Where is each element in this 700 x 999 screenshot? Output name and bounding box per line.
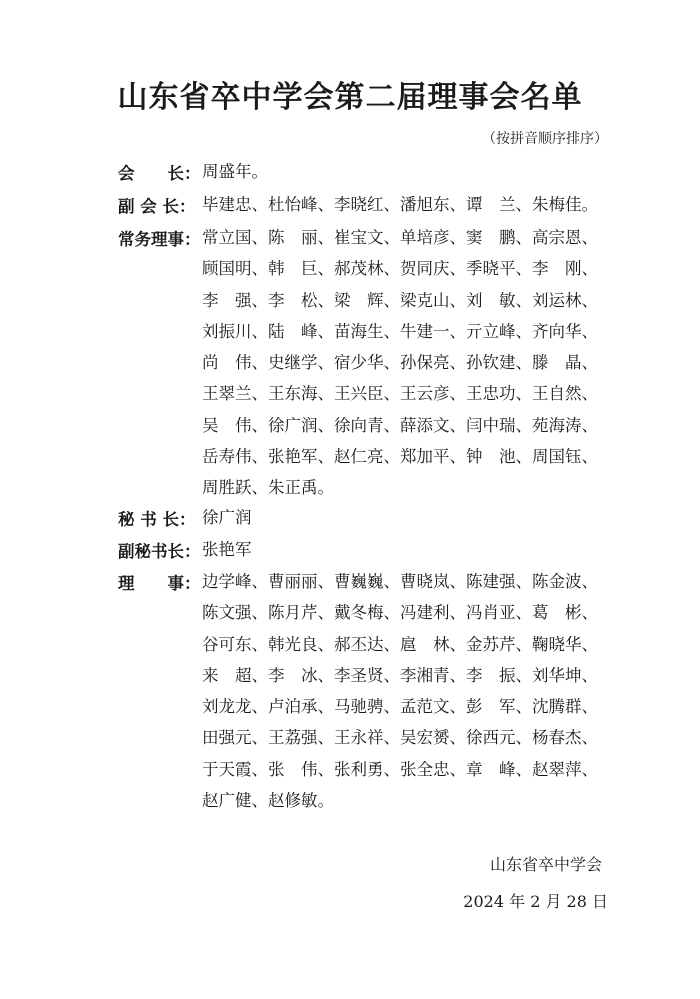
section-label: 理 事： bbox=[118, 574, 201, 593]
section-label: 秘 书 长： bbox=[118, 510, 196, 529]
name-list bbox=[202, 160, 612, 191]
name-list bbox=[202, 570, 612, 820]
name-line: 徐广润 bbox=[202, 508, 252, 527]
document-title: 山东省卒中学会第二届理事会名单 bbox=[117, 80, 583, 115]
name-list bbox=[202, 506, 612, 537]
name-line: 吴 伟、徐广润、徐向青、薛添文、闫中瑞、苑海涛、 bbox=[202, 415, 598, 435]
name-line: 常立国、陈 丽、崔宝文、单培彦、窦 鹏、高宗恩、 bbox=[202, 228, 598, 247]
name-line: 张艳军 bbox=[202, 540, 252, 559]
name-line: 田强元、王荔强、王永祥、吴宏赟、徐西元、杨春杰、 bbox=[202, 728, 598, 748]
name-line: 边学峰、曹丽丽、曹巍巍、曹晓岚、陈建强、陈金波、 bbox=[202, 572, 598, 591]
name-line: 刘龙龙、卢泊承、马驰骋、孟范文、彭 军、沈腾群、 bbox=[202, 697, 598, 717]
name-line: 岳寿伟、张艳军、赵仁亮、郑加平、钟 池、周国钰、 bbox=[202, 447, 598, 467]
issuing-organization: 山东省卒中学会 bbox=[489, 855, 602, 874]
name-line: 王翠兰、王东海、王兴臣、王云彦、王忠功、王自然、 bbox=[202, 384, 598, 404]
section-label: 副秘书长： bbox=[118, 542, 201, 561]
name-line: 毕建忠、杜怡峰、李晓红、潘旭东、谭 兰、朱梅佳。 bbox=[202, 195, 598, 214]
section-label: 常务理事： bbox=[118, 230, 201, 249]
name-line: 周盛年。 bbox=[202, 162, 268, 181]
section-label: 会 长： bbox=[118, 164, 201, 183]
name-line: 于天霞、张 伟、张利勇、张全忠、章 峰、赵翠萍、 bbox=[202, 759, 598, 779]
name-line: 顾国明、韩 巨、郝茂林、贺同庆、季晓平、李 刚、 bbox=[202, 259, 598, 279]
name-line: 尚 伟、史继学、宿少华、孙保亮、孙钦建、滕 晶、 bbox=[202, 353, 598, 373]
sort-note: （按拼音顺序排序） bbox=[482, 131, 608, 147]
issue-date: 2024 年 2 月 28 日 bbox=[463, 892, 608, 911]
name-line: 周胜跃、朱正禹。 bbox=[202, 478, 334, 498]
name-list bbox=[202, 226, 612, 508]
name-line: 李 强、李 松、梁 辉、梁克山、刘 敏、刘运林、 bbox=[202, 290, 598, 310]
name-list bbox=[202, 538, 612, 569]
name-line: 陈文强、陈月芹、戴冬梅、冯建利、冯肖亚、葛 彬、 bbox=[202, 603, 598, 623]
name-line: 赵广健、赵修敏。 bbox=[202, 791, 334, 811]
name-line: 来 超、李 冰、李圣贤、李湘青、李 振、刘华坤、 bbox=[202, 665, 598, 685]
name-list bbox=[202, 193, 612, 224]
section-label: 副 会 长： bbox=[118, 197, 196, 216]
name-line: 谷可东、韩光良、郝丕达、扈 林、金苏芹、鞠晓华、 bbox=[202, 634, 598, 654]
name-line: 刘振川、陆 峰、苗海生、牛建一、亓立峰、齐向华、 bbox=[202, 321, 598, 341]
